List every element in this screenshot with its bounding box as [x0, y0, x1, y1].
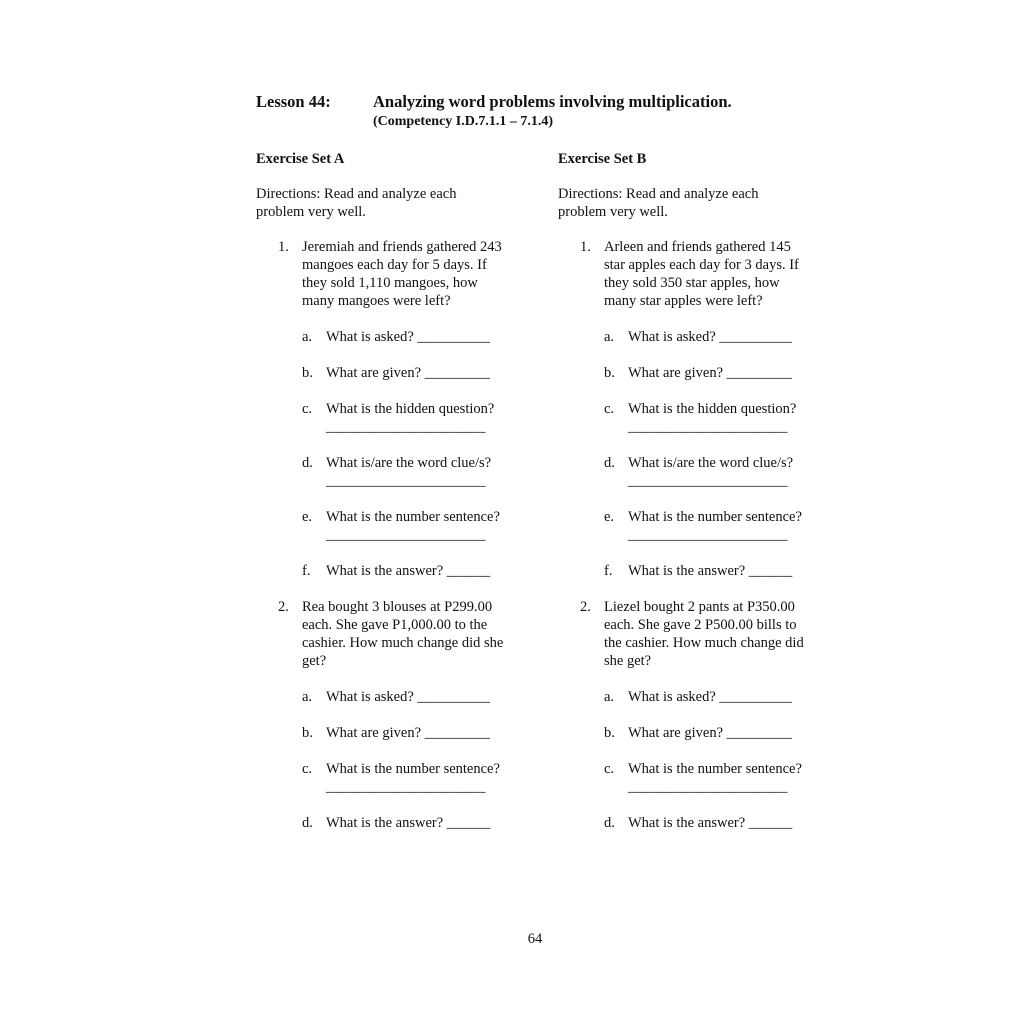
question-item: [604, 364, 828, 382]
competency-code: (Competency I.D.7.1.1 – 7.1.4): [373, 114, 554, 129]
question-item: [302, 400, 526, 436]
problem-number: 1.: [580, 239, 591, 255]
problem-number: 1.: [278, 239, 289, 255]
question-item: [604, 562, 828, 580]
question-letter: b.: [604, 725, 615, 741]
set-a-directions: Directions: Read and analyze each problem very well.: [256, 186, 457, 220]
set-b-problem-1-questions: [558, 328, 828, 580]
question-text: What are given? _________: [628, 365, 792, 381]
question-text: What is the answer? ______: [628, 815, 793, 831]
set-a-problem-2-questions: [256, 688, 526, 832]
question-item: [302, 454, 526, 490]
question-text: What is/are the word clue/s?: [628, 455, 794, 471]
question-item: [604, 724, 828, 742]
exercise-set-b: [558, 150, 828, 850]
question-item: [302, 562, 526, 580]
question-letter: c.: [302, 761, 313, 777]
question-item: [302, 508, 526, 544]
set-a-problem-2: [256, 598, 512, 670]
answer-blank: ______________________: [326, 527, 486, 543]
answer-blank: ______________________: [628, 473, 788, 489]
question-item: [604, 508, 828, 544]
set-b-problem-1: [558, 238, 814, 310]
question-letter: d.: [302, 455, 313, 471]
question-item: [604, 328, 828, 346]
question-letter: f.: [302, 563, 311, 579]
question-letter: b.: [604, 365, 615, 381]
answer-blank: ______________________: [628, 527, 788, 543]
question-text: What is the answer? ______: [326, 815, 491, 831]
answer-blank: ______________________: [628, 419, 788, 435]
question-text: What is the number sentence?: [628, 761, 802, 777]
set-b-title: Exercise Set B: [558, 151, 647, 167]
question-text: What are given? _________: [326, 365, 490, 381]
question-item: [302, 328, 526, 346]
problem-text: Jeremiah and friends gathered 243 mangoes each day for 5 days. If they sold 1,110 mangoes, how many mangoes were left?: [302, 239, 502, 309]
question-text: What is asked? __________: [326, 689, 490, 705]
question-text: What is asked? __________: [628, 689, 792, 705]
problem-text: Liezel bought 2 pants at P350.00 each. She gave 2 P500.00 bills to the cashier. How much change did she get?: [604, 599, 804, 669]
question-letter: d.: [604, 815, 615, 831]
question-text: What is the answer? ______: [326, 563, 491, 579]
question-text: What are given? _________: [628, 725, 792, 741]
question-item: [302, 814, 526, 832]
lesson-title: Analyzing word problems involving multiplication.: [373, 92, 732, 111]
answer-blank: ______________________: [326, 419, 486, 435]
question-letter: f.: [604, 563, 613, 579]
question-letter: e.: [604, 509, 615, 525]
question-letter: e.: [302, 509, 313, 525]
answer-blank: ______________________: [628, 779, 788, 795]
problem-number: 2.: [278, 599, 289, 615]
question-text: What is the hidden question?: [628, 401, 797, 417]
question-item: [302, 688, 526, 706]
answer-blank: ______________________: [326, 473, 486, 489]
question-text: What is asked? __________: [628, 329, 792, 345]
question-letter: a.: [604, 689, 615, 705]
set-a-problem-1-questions: [256, 328, 526, 580]
question-item: [302, 724, 526, 742]
answer-blank: ______________________: [326, 779, 486, 795]
question-letter: c.: [604, 401, 615, 417]
question-text: What is the number sentence?: [326, 509, 500, 525]
question-item: [604, 814, 828, 832]
question-text: What is asked? __________: [326, 329, 490, 345]
question-letter: c.: [302, 401, 313, 417]
question-text: What is the number sentence?: [326, 761, 500, 777]
set-b-directions: Directions: Read and analyze each problem very well.: [558, 186, 759, 220]
set-a-title: Exercise Set A: [256, 151, 345, 167]
question-item: [302, 364, 526, 382]
question-item: [604, 400, 828, 436]
problem-text: Rea bought 3 blouses at P299.00 each. She gave P1,000.00 to the cashier. How much change did she get?: [302, 599, 504, 669]
problem-text: Arleen and friends gathered 145 star apples each day for 3 days. If they sold 350 star apples, how many star apples were left?: [604, 239, 799, 309]
set-b-problem-2: [558, 598, 814, 670]
question-item: [604, 454, 828, 490]
set-b-problem-2-questions: [558, 688, 828, 832]
question-letter: d.: [302, 815, 313, 831]
question-text: What is the answer? ______: [628, 563, 793, 579]
question-item: [302, 760, 526, 796]
question-text: What is the number sentence?: [628, 509, 802, 525]
page-number: 64: [527, 931, 543, 947]
lesson-label: Lesson 44:: [256, 92, 331, 111]
question-letter: a.: [302, 329, 313, 345]
question-item: [604, 760, 828, 796]
question-letter: b.: [302, 725, 313, 741]
question-text: What are given? _________: [326, 725, 490, 741]
question-letter: d.: [604, 455, 615, 471]
question-text: What is the hidden question?: [326, 401, 495, 417]
question-letter: a.: [604, 329, 615, 345]
problem-number: 2.: [580, 599, 591, 615]
exercise-set-a: [256, 150, 526, 850]
question-item: [604, 688, 828, 706]
question-letter: a.: [302, 689, 313, 705]
question-letter: c.: [604, 761, 615, 777]
question-letter: b.: [302, 365, 313, 381]
question-text: What is/are the word clue/s?: [326, 455, 492, 471]
set-a-problem-1: [256, 238, 512, 310]
